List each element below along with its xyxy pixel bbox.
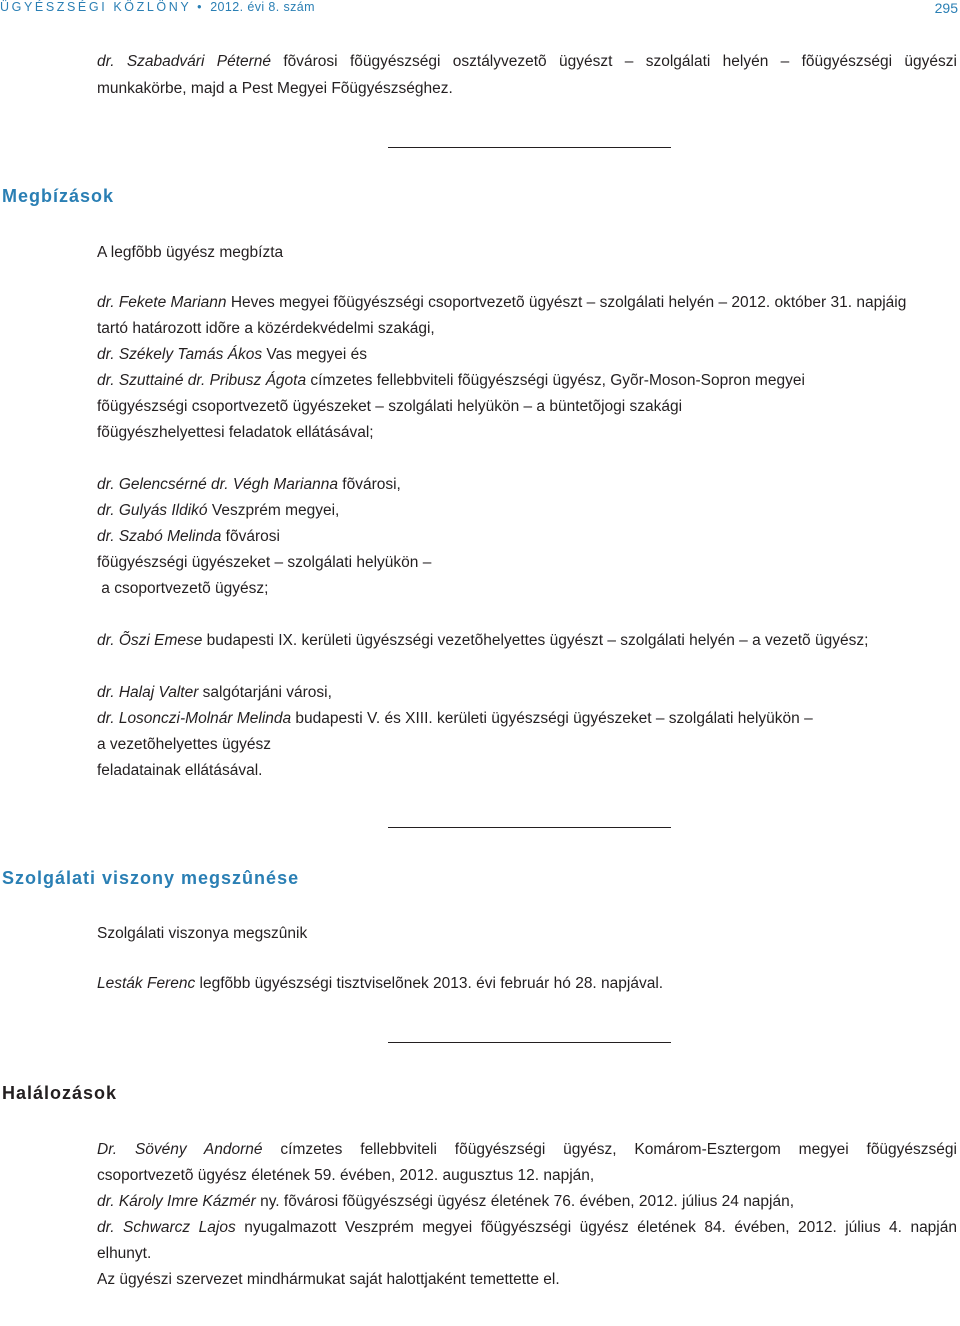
text-span: címzetes fellebbviteli fõügyészségi ügyész, Gyõr-Moson-Sopron megyei — [306, 372, 805, 389]
person-name: Dr. Sövény Andorné — [97, 1141, 263, 1158]
text-span: címzetes fellebbviteli fõügyészségi ügyész, Komárom-Esztergom megyei fõügyészségi — [262, 1141, 957, 1158]
bullet: • — [197, 0, 205, 14]
paragraph-line: csoportvezetõ ügyész életének 59. évében, 2012. augusztus 12. napján, — [97, 1167, 595, 1184]
subheading: A legfõbb ügyész megbízta — [97, 244, 284, 261]
section-divider — [388, 1042, 671, 1043]
person-name: dr. Szuttainé dr. Pribusz Ágota — [97, 372, 307, 389]
text-span: fõvárosi, — [337, 476, 401, 493]
text-span: legfõbb ügyészségi tisztviselõnek 2013. évi február hó 28. napjával. — [195, 975, 664, 992]
paragraph-line: a csoportvezetõ ügyész; — [97, 580, 269, 597]
journal-name: ÜGYÉSZSÉGI KÖZLÖNY — [0, 0, 192, 14]
section-heading-halalozasok: Halálozások — [2, 1083, 118, 1103]
person-name: dr. Õszi Emese — [97, 632, 203, 649]
paragraph-line — [97, 1137, 957, 1163]
text-span: Vas megyei és — [262, 346, 367, 363]
journal-title — [0, 0, 315, 14]
paragraph-line — [97, 524, 957, 550]
intro-paragraph — [97, 49, 957, 75]
paragraph-line: feladatainak ellátásával. — [97, 762, 263, 779]
text-span: nyugalmazott Veszprém megyei fõügyészségi ügyész életének 84. évében, 2012. július 4. napján — [235, 1219, 957, 1236]
paragraph-line: fõügyészségi ügyészeket – szolgálati helyükön – — [97, 554, 432, 571]
text-span: budapesti V. és XIII. kerületi ügyészségi ügyészeket – szolgálati helyükön – — [291, 710, 813, 727]
issue-label: 2012. évi 8. szám — [210, 0, 315, 14]
person-name: dr. Szabadvári Péterné — [97, 53, 272, 70]
paragraph-line: fõügyészhelyettesi feladatok ellátásával; — [97, 424, 374, 441]
paragraph-line — [97, 1189, 957, 1215]
text-span: ny. fõvárosi fõügyészségi ügyész életének 76. évében, 2012. július 24 napján, — [255, 1193, 795, 1210]
person-name: dr. Fekete Mariann — [97, 294, 227, 311]
running-header — [0, 0, 960, 16]
paragraph-line — [97, 472, 957, 498]
person-name: dr. Szabó Melinda — [97, 528, 222, 545]
page-number: 295 — [934, 0, 958, 16]
person-name: dr. Gulyás Ildikó — [97, 502, 208, 519]
paragraph-line — [97, 680, 957, 706]
subheading: Szolgálati viszonya megszûnik — [97, 925, 308, 942]
person-name: dr. Schwarcz Lajos — [97, 1219, 236, 1236]
person-name: Lesták Ferenc — [97, 975, 196, 992]
text-span: fõvárosi — [221, 528, 280, 545]
paragraph-line: fõügyészségi csoportvezetõ ügyészeket – szolgálati helyükön – a büntetõjogi szakági — [97, 398, 683, 415]
person-name: dr. Gelencsérné dr. Végh Marianna — [97, 476, 338, 493]
paragraph-line: elhunyt. — [97, 1245, 152, 1262]
paragraph-line: a vezetõhelyettes ügyész — [97, 736, 272, 753]
text-span: fõvárosi fõügyészségi osztályvezetõ ügyészt – szolgálati helyén – fõügyészségi ügyészi — [271, 53, 957, 70]
section-divider — [388, 827, 671, 828]
section-heading-szolgalati: Szolgálati viszony megszûnése — [2, 868, 300, 888]
paragraph-line — [97, 628, 957, 654]
paragraph-line — [97, 498, 957, 524]
text-span: Veszprém megyei, — [207, 502, 340, 519]
person-name: dr. Károly Imre Kázmér — [97, 1193, 256, 1210]
intro-paragraph-line2: munkakörbe, majd a Pest Megyei Fõügyészséghez. — [97, 80, 453, 97]
paragraph-line — [97, 368, 957, 394]
paragraph-line — [97, 706, 957, 732]
paragraph-line — [97, 290, 957, 316]
section-divider — [388, 147, 671, 148]
text-span: Heves megyei fõügyészségi csoportvezetõ ügyészt – szolgálati helyén – 2012. október 31. napjáig — [226, 294, 907, 311]
text-span: budapesti IX. kerületi ügyészségi vezetõhelyettes ügyészt – szolgálati helyén – a vezetõ ügyész; — [202, 632, 869, 649]
paragraph-line: Az ügyészi szervezet mindhármukat saját halottjaként temettette el. — [97, 1271, 560, 1288]
person-name: dr. Székely Tamás Ákos — [97, 346, 263, 363]
person-name: dr. Losonczi-Molnár Melinda — [97, 710, 292, 727]
person-name: dr. Halaj Valter — [97, 684, 199, 701]
paragraph-line — [97, 342, 957, 368]
paragraph-line — [97, 1215, 957, 1241]
paragraph-line: tartó határozott idõre a közérdekvédelmi szakági, — [97, 320, 435, 337]
text-span: salgótarjáni városi, — [198, 684, 332, 701]
section-heading-megbizasok: Megbízások — [2, 186, 115, 206]
paragraph-line — [97, 971, 957, 997]
